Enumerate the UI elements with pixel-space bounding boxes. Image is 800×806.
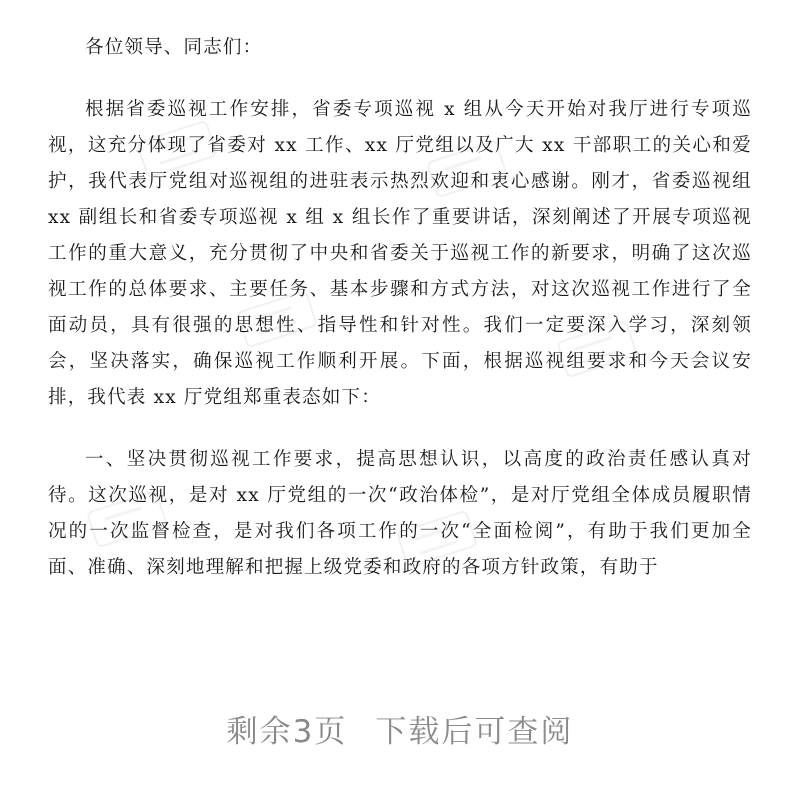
- download-to-view-text: 下载后可查阅: [375, 714, 574, 750]
- download-prompt[interactable]: [0, 706, 800, 751]
- paragraph-section-one: 一、坚决贯彻巡视工作要求，提高思想认识，以高度的政治责任感认真对待。这次巡视，是对 xx 厅党组的一次“政治体检”，是对厅党组全体成员履职情况的一次监督检查，是对我们各项工作的一次“全面检阅”，有助于我们更加全面、准确、深刻地理解和把握上级党委和政府的各项方针政策，有助于: [48, 449, 752, 578]
- paragraph-intro: 根据省委巡视工作安排，省委专项巡视 x 组从今天开始对我厅进行专项巡视，这充分体现了省委对 xx 工作、xx 厅党组以及广大 xx 干部职工的关心和爱护，我代表厅党组对巡视组的进驻表示热烈欢迎和衷心感谢。刚才，省委巡视组 xx 副组长和省委专项巡视 x 组 x 组长作了重要讲话，深刻阐述了开展专项巡视工作的重大意义，充分贯彻了中央和省委关于巡视工作的新要求，明确了这次巡视工作的总体要求、主要任务、基本步骤和方式方法，对这次巡视工作进行了全面动员，具有很强的思想性、指导性和针对性。我们一定要深入学习，深刻领会，坚决落实，确保巡视工作顺利开展。下面，根据巡视组要求和今天会议安排，我代表 xx 厅党组郑重表态如下：: [48, 99, 752, 408]
- remaining-pages-text: 剩余3页: [226, 714, 348, 750]
- document-body: [48, 30, 752, 586]
- salutation: 各位领导、同志们：: [85, 37, 263, 58]
